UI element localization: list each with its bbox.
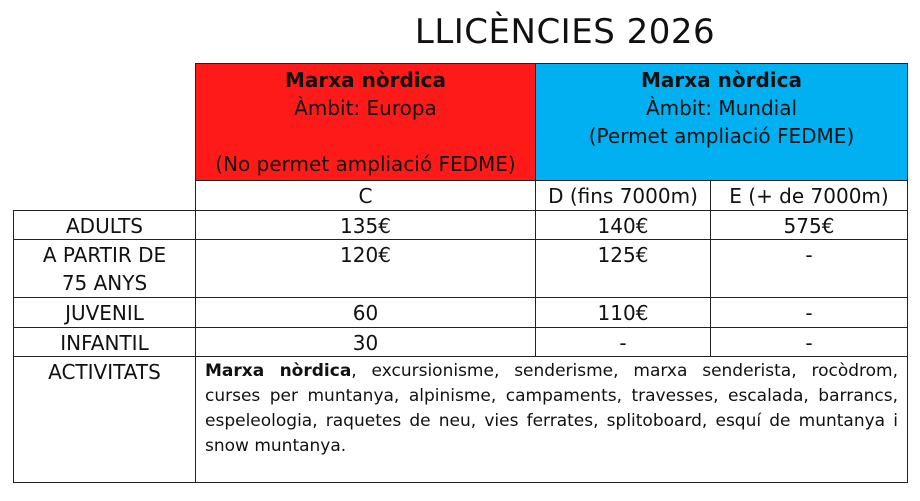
- row-label-activitats: ACTIVITATS: [13, 356, 196, 483]
- activities-rest: , excursionisme, senderisme, marxa senderista, rocòdrom, curses per muntanya, alpinisme, campaments, travesses, escalada, barrancs, espeleologia, raquetes de neu, vies ferrates, splitoboard, esquí de muntanya i snow muntanya.: [205, 361, 899, 456]
- column-header-e: E (+ de 7000m): [710, 180, 908, 211]
- header-europa-note: (No permet ampliació FEDME): [215, 152, 516, 176]
- table-cell: 575€: [710, 210, 908, 240]
- table-cell: 110€: [535, 297, 711, 328]
- table-cell: -: [710, 297, 908, 328]
- header-mundial: [535, 63, 908, 181]
- row-label-adults: ADULTS: [13, 210, 196, 240]
- table-cell: 30: [195, 327, 536, 357]
- column-header-d: D (fins 7000m): [535, 180, 711, 211]
- table-cell: 140€: [535, 210, 711, 240]
- table-cell: 125€: [535, 239, 711, 298]
- table-cell: -: [535, 327, 711, 357]
- column-header-c: C: [195, 180, 536, 211]
- table-cell: 135€: [195, 210, 536, 240]
- table-cell: -: [710, 239, 908, 298]
- table-cell: 120€: [195, 239, 536, 298]
- header-europa-scope: Àmbit: Europa: [294, 96, 437, 120]
- activities-lead: Marxa nòrdica: [205, 361, 352, 381]
- page-title: LLICÈNCIES 2026: [414, 12, 716, 52]
- header-mundial-name: Marxa nòrdica: [641, 68, 802, 92]
- table-cell: -: [710, 327, 908, 357]
- header-europa: [195, 63, 536, 181]
- table-cell: 60: [195, 297, 536, 328]
- header-mundial-scope: Àmbit: Mundial: [645, 96, 798, 120]
- activities-text: [195, 356, 908, 483]
- row-label-infantil: INFANTIL: [13, 327, 196, 357]
- header-europa-name: Marxa nòrdica: [285, 68, 446, 92]
- row-label-juvenil: JUVENIL: [13, 297, 196, 328]
- row-label-75-anys: A PARTIR DE 75 ANYS: [13, 239, 196, 298]
- header-mundial-note: (Permet ampliació FEDME): [588, 124, 855, 148]
